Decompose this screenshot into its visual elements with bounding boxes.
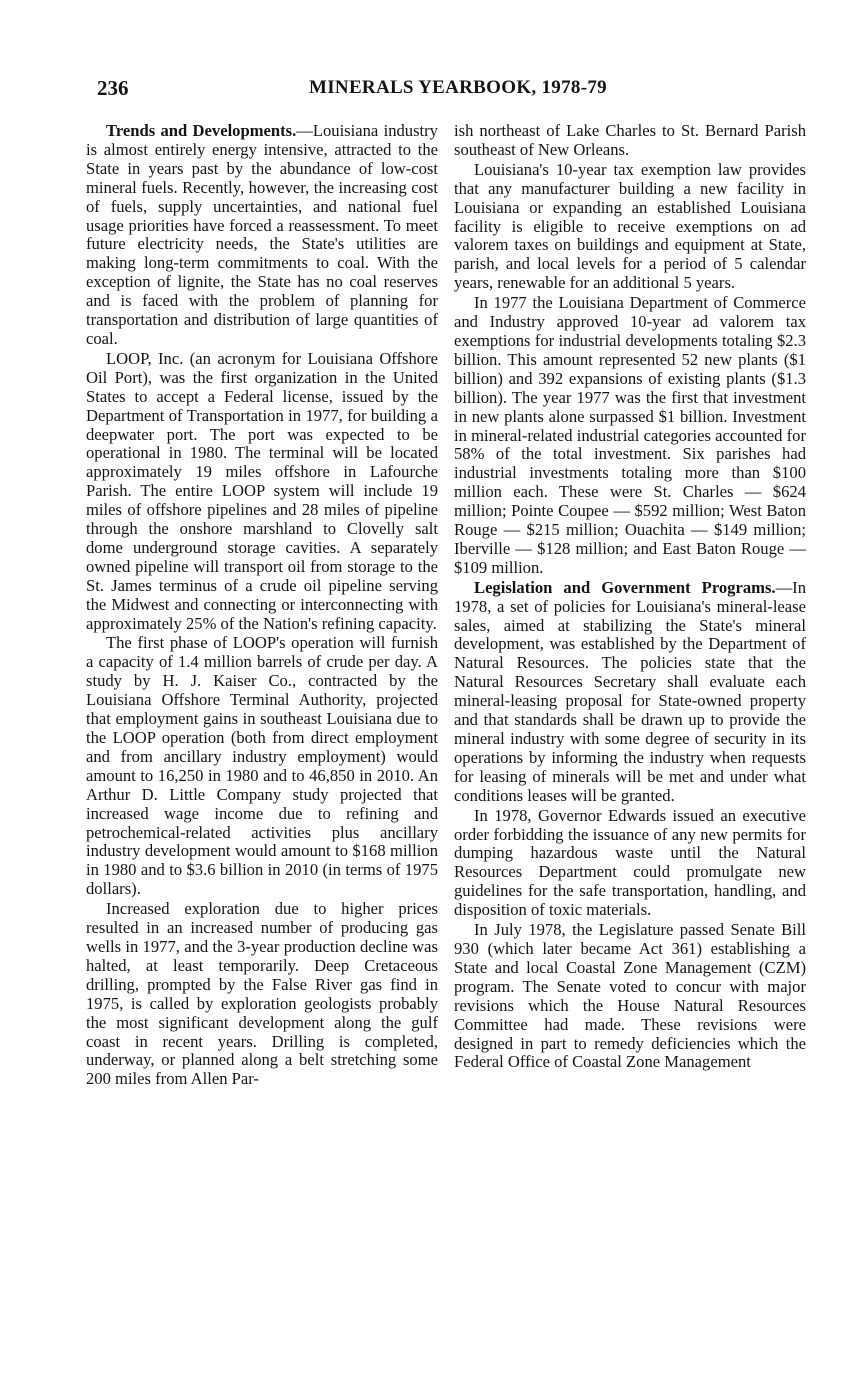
running-title: MINERALS YEARBOOK, 1978-79 [309, 77, 607, 98]
paragraph-exploration: Increased exploration due to higher prices resulted in an increased number of producing gas wells in 1977, and the 3-year production decline was halted, at least temporarily. Deep Cretaceous drilling, prompted by the False River gas find in 1975, is called by exploration geologists probably the most significant development along the gulf coast in recent years. Drilling is completed, underway, or planned along a belt stretching some 200 miles from Allen Par- [86, 899, 438, 1089]
section-heading-trends: Trends and Developments. [106, 121, 297, 140]
paragraph-executive-order: In 1978, Governor Edwards issued an executive order forbidding the issuance of any new permits for dumping hazardous waste until the Natural Resources Department could promulgate new guidelines for the safe transportation, handling, and disposition of toxic materials. [454, 805, 806, 920]
paragraph-czm: In July 1978, the Legislature passed Senate Bill 930 (which later became Act 361) establishing a State and local Coastal Zone Management (CZM) program. The Senate voted to concur with major revisions which the House Natural Resources Committee had made. These revisions were designed in part to remedy deficiencies which the Federal Office of Coastal Zone Management [454, 920, 806, 1072]
paragraph-trends [86, 122, 438, 349]
paragraph-commerce-industry: In 1977 the Louisiana Department of Commerce and Industry approved 10-year ad valorem tax exemptions for industrial developments totaling $2.3 billion. This amount represented 52 new plants ($1 billion) and 392 expansions of existing plants ($1.3 billion). The year 1977 was the first that investment in new plants alone surpassed $1 billion. Investment in mineral-related industrial categories accounted for 58% of the total investment. Six parishes had industrial investments totaling more than $100 million each. These were St. Charles — $624 million; Pointe Coupee — $592 million; West Baton Rouge — $215 million; Ouachita — $149 million; Iberville — $128 million; and East Baton Rouge — $109 million. [454, 293, 806, 577]
paragraph-trends-body: —Louisiana industry is almost entirely energy intensive, attracted to the State in years past by the abundance of low-cost mineral fuels. Recently, however, the increasing cost of fuels, supply uncertainties, and national fuel usage priorities have forced a reassessment. To meet future electricity needs, the State's utilities are making long-term commitments to coal. With the exception of lignite, the State has no coal reserves and is faced with the problem of planning for transportation and distribution of large quantities of coal. [86, 121, 438, 348]
left-column [86, 122, 438, 1089]
paragraph-loop: LOOP, Inc. (an acronym for Louisiana Offshore Oil Port), was the first organization in the United States to accept a Federal license, issued by the Department of Transportation in 1977, for building a deepwater port. The port was expected to be operational in 1980. The terminal will be located approximately 19 miles offshore in Lafourche Parish. The entire LOOP system will include 19 miles of offshore pipelines and 28 miles of pipeline through the onshore marshland to Clovelly salt dome underground storage cavities. A separately owned pipeline will transport oil from storage to the St. James terminus of a crude oil pipeline serving the Midwest and connecting or interconnecting with approximately 25% of the Nation's refining capacity. [86, 348, 438, 633]
section-heading-legislation: Legislation and Government Programs. [474, 577, 776, 597]
page-number: 236 [97, 76, 129, 100]
paragraph-continuation: ish northeast of Lake Charles to St. Bernard Parish southeast of New Orleans. [454, 121, 806, 159]
running-header [97, 74, 799, 102]
paragraph-legislation-body: —In 1978, a set of policies for Louisiana's mineral-lease sales, aimed at stabilizing the State's mineral development, was established by the Department of Natural Resources. The policies state that the Natural Resources Secretary shall evaluate each mineral-leasing proposal for State-owned property and that standards shall be drawn up to provide the mineral industry with some degree of security in its operations by informing the industry when requests for leasing of minerals will be met and under what conditions leases will be granted. [454, 577, 806, 805]
paragraph-loop-phase: The first phase of LOOP's operation will furnish a capacity of 1.4 million barrels of crude per day. A study by H. J. Kaiser Co., contracted by the Louisiana Offshore Terminal Authority, projected that employment gains in southeast Louisiana due to the LOOP operation (both from direct employment and from ancillary industry employment) would amount to 16,250 in 1980 and to 46,850 in 2010. An Arthur D. Little Company study projected that increased wage income due to refining and petrochemical-related activities plus ancillary industry development would amount to $168 million in 1980 and to $3.6 billion in 2010 (in terms of 1975 dollars). [86, 633, 438, 899]
right-column [454, 122, 806, 1072]
paragraph-legislation [454, 579, 806, 806]
paragraph-tax-exemption: Louisiana's 10-year tax exemption law provides that any manufacturer building a new facility in Louisiana or expanding an established Louisiana facility is eligible to receive exemptions on ad valorem taxes on buildings and equipment at State, parish, and local levels for a period of 5 calendar years, renewable for an additional 5 years. [454, 159, 806, 293]
